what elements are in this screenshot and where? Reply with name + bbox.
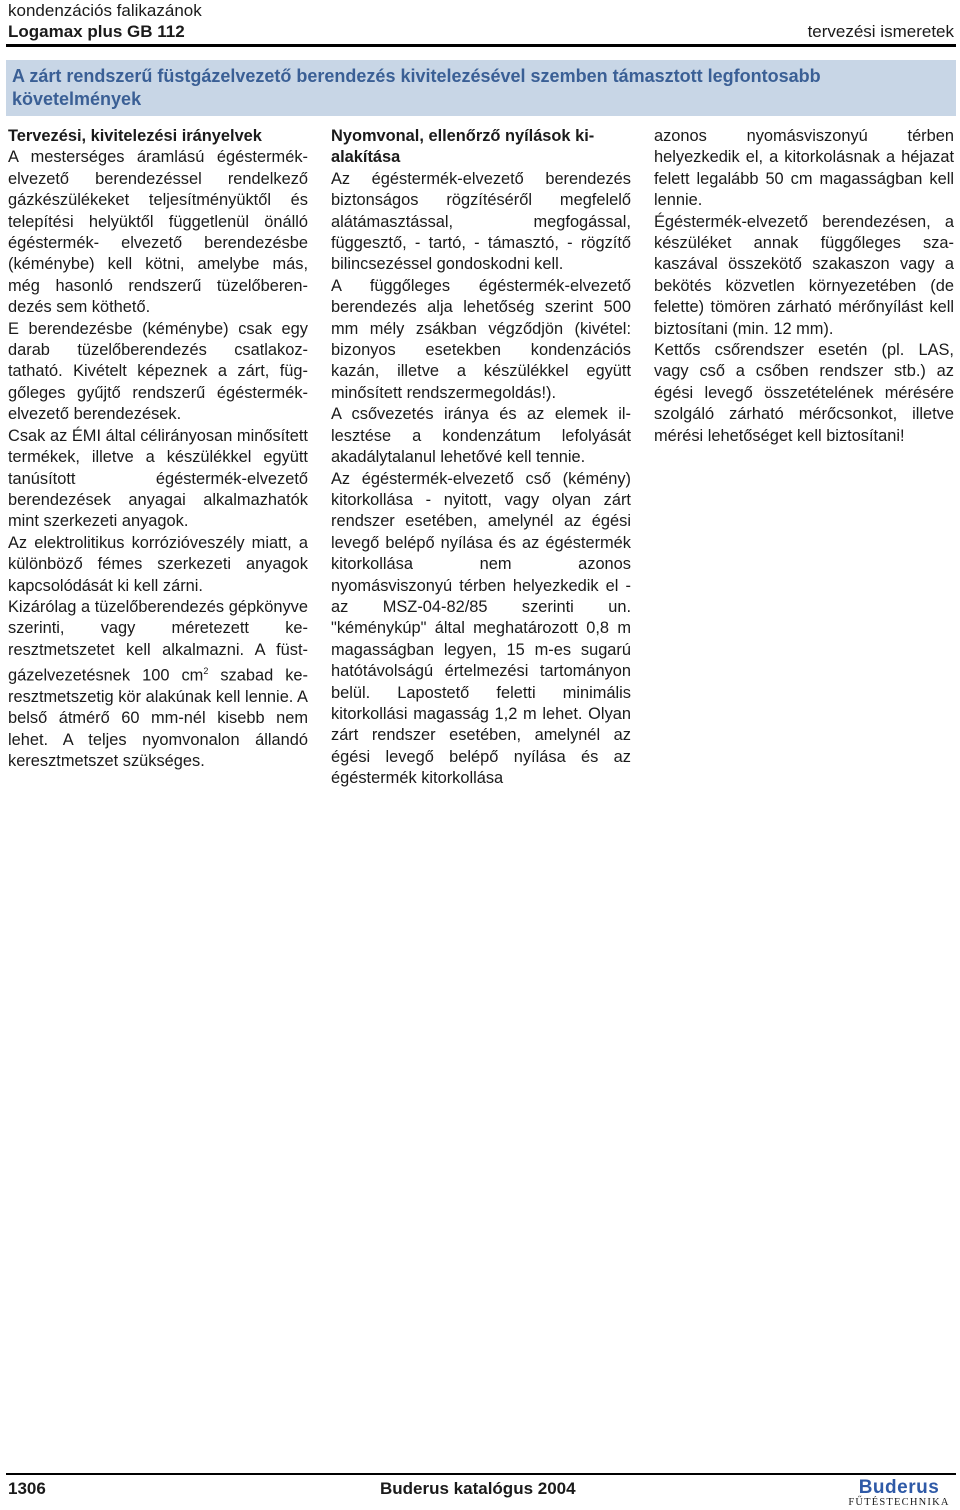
header-left: [8, 0, 202, 42]
column-2-heading: Nyomvonal, ellenőrző nyílások kialakítása: [331, 127, 595, 167]
paragraph: A mesterséges áramlású égéstermékelvezető berendezéssel rendelkező gázkészülékeket teljesítményüktől és telepítési helyüktől függetlenül önálló égéstermék- elvezető berendezésbe (kéménybe) kell kötni, amelybe más, még hasonló rendszerű tüzelőberendezés sem köthető.: [8, 148, 308, 317]
paragraph: [8, 597, 308, 773]
page-number: 1306: [8, 1479, 46, 1498]
superscript: 2: [203, 666, 209, 677]
header-category: kondenzációs falikazánok: [8, 1, 202, 20]
paragraph: E berendezésbe (kéménybe) csak egy darab tüzelőberendezés csatlakoztatható. Kivételt képeznek a zárt, függőleges gyűjtő rendszerű égéstermékelvezető berendezések.: [8, 319, 308, 424]
logo-wordmark: Buderus: [858, 1477, 940, 1498]
footer-divider: [6, 1473, 956, 1475]
paragraph: Kettős csőrendszer esetén (pl. LAS, vagy cső a csőben rendszer stb.) az égési levegő összetételének mérésére szolgáló zárható mérőcsonkot, illetve mérési lehetőséget kell biztosítani!: [654, 341, 954, 445]
column-1-heading: Tervezési, kivitelezési irányelvek: [8, 127, 262, 145]
paragraph: Égéstermék-elvezető berendezésen, a készüléket annak függőleges szakaszával összekötő szakaszon vagy a bekötés közvetlen környezetében (de felette) tömören zárható mérőnyílást kell biztosítani (min. 12 mm).: [654, 212, 954, 338]
catalog-title: Buderus katalógus 2004: [380, 1479, 576, 1498]
header-section: tervezési ismeretek: [807, 22, 954, 41]
header-divider: [6, 44, 956, 47]
text-column-1: [8, 126, 308, 773]
paragraph: A csővezetés iránya és az elemek illesztése a kondenzátum lefolyását akadálytalanul lehetővé kell tennie.: [331, 405, 631, 467]
section-banner-title: A zárt rendszerű füstgázelvezető berendezés kivitelezésével szemben támasztott legfontosabb követelmények: [6, 60, 956, 116]
text-column-2: [331, 126, 631, 790]
buderus-logo: [844, 1478, 954, 1509]
header-product: Logamax plus GB 112: [8, 22, 185, 41]
logo-tagline: FŰTÉSTECHNIKA: [848, 1497, 950, 1508]
paragraph: Csak az ÉMI által célirányosan minősített termékek, illetve a készülékkel együtt tanúsított égéstermék-elvezető berendezések anyagai alkalmazhatók mint szerkezeti anyagok.: [8, 426, 308, 531]
paragraph: azonos nyomásviszonyú térben helyezkedik el, a kitorkolásnak a héjazat felett legalább 50 cm magasságban kell lennie.: [654, 127, 954, 210]
paragraph-part: Kizárólag a tüzelőberendezés gépkönyve szerinti, vagy méretezett keresztmetszetet kell alkalmazni. A füstgázelvezetésnek 100 cm: [8, 597, 308, 685]
paragraph: Az elektrolitikus korrózióveszély miatt, a különböző fémes szerkezeti anyagok kapcsolódását ki kell zárni.: [8, 533, 308, 595]
text-column-3: [654, 126, 954, 447]
paragraph: A függőleges égéstermék-elvezető berendezés alja lehetőség szerint 500 mm mély zsákban végződjön (kivétel: bizonyos esetekben kondenzációs kazán, illetve a készülékkel együtt minősített rendszermegoldás!).: [331, 276, 631, 402]
paragraph: Az égéstermék-elvezető berendezés biztonságos rögzítéséről megfelelő alátámasztással, megfogással, függesztő, - tartó, - támasztó, - rögzítő bilincsezéssel gondoskodni kell.: [331, 169, 631, 274]
paragraph: Az égéstermék-elvezető cső (kémény) kitorkollása - nyitott, vagy olyan zárt rendszer esetében, amelynél az égési levegő belépő nyílása és az égéstermék kitorkollása nem azonos nyomásviszonyú térben helyezkedik el - az MSZ-04-82/85 szerinti un. "kéménykúp" által meghatározott 0,8 m magasságban legyen, 15 m-es sugarú hatótávolságú értelmezési tartományon belül. Lapostető feletti minimális kitorkollási magasság 1,2 m lehet. Olyan zárt rendszer esetében, amelynél az égési levegő belépő nyílása és az égéstermék kitorkollása: [331, 469, 631, 788]
paragraph-part: szabad keresztmetszetig kör alakúnak kell lennie. A belső átmérő 60 mm-nél kisebb nem lehet. A teljes nyomvonalon állandó keresztmetszet szükséges.: [8, 666, 308, 771]
